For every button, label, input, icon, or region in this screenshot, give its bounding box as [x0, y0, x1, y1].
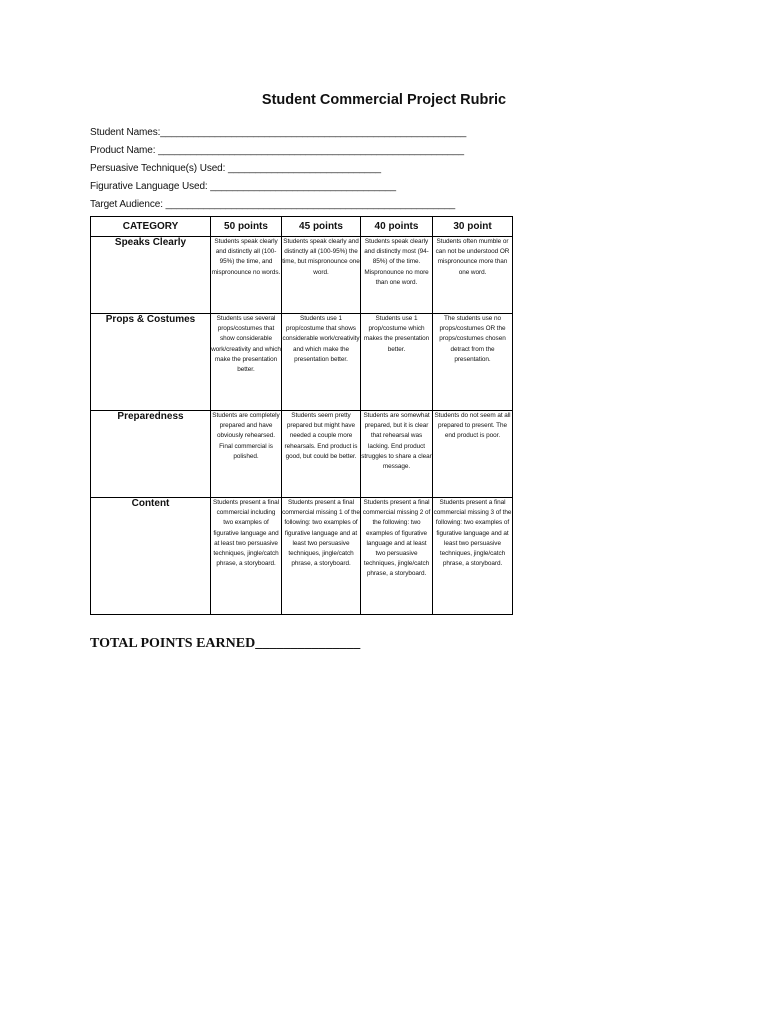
rubric-table	[90, 216, 513, 615]
student-info-fields	[90, 126, 530, 216]
criteria-cell: Students speak clearly and distinctly most (94-85%) of the time. Mispronounce no more than one word.	[361, 237, 433, 314]
student-names-field[interactable]: Student Names:________________________________________________________	[90, 127, 467, 138]
table-row	[91, 498, 513, 615]
table-row	[91, 411, 513, 498]
column-header-45-points: 45 points	[282, 217, 361, 237]
figurative-language-field[interactable]: Figurative Language Used: __________________________________	[90, 181, 396, 192]
total-points-earned[interactable]: TOTAL POINTS EARNED_______________	[90, 636, 361, 651]
criteria-cell: Students present a final commercial missing 2 of the following: two examples of figurative language and at least two persuasive techniques, jingle/catch phrase, a storyboard.	[361, 498, 433, 615]
criteria-cell: Students present a final commercial missing 3 of the following: two examples of figurative language and at least two persuasive techniques, jingle/catch phrase, a storyboard.	[433, 498, 513, 615]
criteria-cell: Students speak clearly and distinctly all (100-95%) the time, but mispronounce one word.	[282, 237, 361, 314]
category-preparedness: Preparedness	[91, 411, 211, 498]
column-header-30-point: 30 point	[433, 217, 513, 237]
category-props-costumes: Props & Costumes	[91, 314, 211, 411]
criteria-cell: Students speak clearly and distinctly all (100-95%) the time, and mispronounce no words.	[211, 237, 282, 314]
criteria-cell: Students use several props/costumes that show considerable work/creativity and which make the presentation better.	[211, 314, 282, 411]
persuasive-techniques-field[interactable]: Persuasive Technique(s) Used: ____________________________	[90, 163, 381, 174]
page-title: Student Commercial Project Rubric	[261, 92, 507, 108]
criteria-cell: Students seem pretty prepared but might have needed a couple more rehearsals. End product is good, but could be better.	[282, 411, 361, 498]
table-header-row	[91, 217, 513, 237]
product-name-field[interactable]: Product Name: ________________________________________________________	[90, 145, 464, 156]
criteria-cell: The students use no props/costumes OR the props/costumes chosen detract from the presentation.	[433, 314, 513, 411]
target-audience-field[interactable]: Target Audience: _____________________________________________________	[90, 199, 456, 210]
criteria-cell: Students are completely prepared and have obviously rehearsed. Final commercial is polished.	[211, 411, 282, 498]
criteria-cell: Students present a final commercial including two examples of figurative language and at least two persuasive techniques, jingle/catch phrase, a storyboard.	[211, 498, 282, 615]
table-row	[91, 237, 513, 314]
category-speaks-clearly: Speaks Clearly	[91, 237, 211, 314]
criteria-cell: Students use 1 prop/costume which makes the presentation better.	[361, 314, 433, 411]
criteria-cell: Students are somewhat prepared, but it is clear that rehearsal was lacking. End product struggles to share a clear message.	[361, 411, 433, 498]
criteria-cell: Students use 1 prop/costume that shows considerable work/creativity and which make the presentation better.	[282, 314, 361, 411]
criteria-cell: Students present a final commercial missing 1 of the following: two examples of figurative language and at least two persuasive techniques, jingle/catch phrase, a storyboard.	[282, 498, 361, 615]
criteria-cell: Students often mumble or can not be understood OR mispronounce more than one word.	[433, 237, 513, 314]
category-content: Content	[91, 498, 211, 615]
column-header-50-points: 50 points	[211, 217, 282, 237]
table-row	[91, 314, 513, 411]
column-header-category: CATEGORY	[91, 217, 211, 237]
criteria-cell: Students do not seem at all prepared to present. The end product is poor.	[433, 411, 513, 498]
column-header-40-points: 40 points	[361, 217, 433, 237]
